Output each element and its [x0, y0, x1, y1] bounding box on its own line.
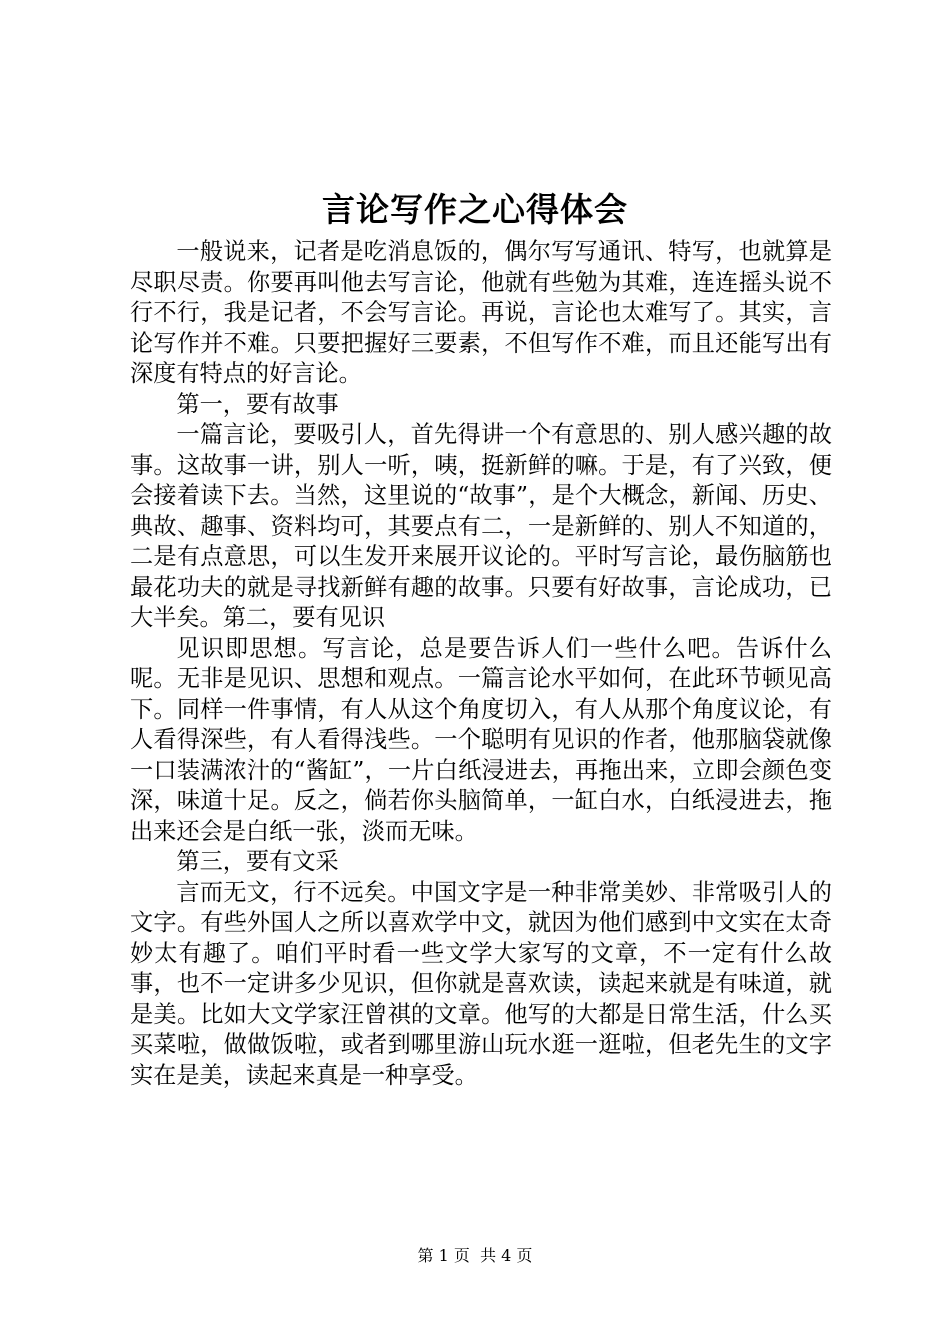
section-heading-style: 第三，要有文采 [176, 848, 339, 875]
document-title: 言论写作之心得体会 [322, 190, 628, 229]
paragraph-insight: 见识即思想。写言论，总是要告诉人们一些什么吧。告诉什么呢。无非是见识、思想和观点。一篇言论水平如何，在此环节顿见高下。同样一件事情，有人从这个角度切入，有人从那个角度议论，有人看得深些，有人看得浅些。一个聪明有见识的作者，他那脑袋就像一口装满浓汁的“酱缸”，一片白纸浸进去，再拖出来，立即会颜色变深，味道十足。反之，倘若你头脑简单，一缸白水，白纸浸进去，拖出来还会是白纸一张，淡而无味。 [130, 634, 832, 845]
paragraph-style: 言而无文，行不远矣。中国文字是一种非常美妙、非常吸引人的文字。有些外国人之所以喜欢学中文，就因为他们感到中文实在太奇妙太有趣了。咱们平时看一些文学大家写的文章，不一定有什么故事，也不一定讲多少见识，但你就是喜欢读，读起来就是有味道，就是美。比如大文学家汪曾祺的文章。他写的大都是日常生活，什么买买菜啦，做做饭啦，或者到哪里游山玩水逛一逛啦，但老先生的文字实在是美，读起来真是一种享受。 [130, 878, 832, 1089]
document-body [130, 237, 832, 1091]
section-heading-story: 第一，要有故事 [176, 390, 339, 418]
page-number-footer: 第 1 页 共 4 页 [417, 1246, 533, 1265]
paragraph-story: 一篇言论，要吸引人，首先得讲一个有意思的、别人感兴趣的故事。这故事一讲，别人一听，咦，挺新鲜的嘛。于是，有了兴致，便会接着读下去。当然，这里说的“故事”，是个大概念，新闻、历史、典故、趣事、资料均可，其要点有二，一是新鲜的、别人不知道的，二是有点意思，可以生发开来展开议论的。平时写言论，最伤脑筋也最花功夫的就是寻找新鲜有趣的故事。只要有好故事，言论成功，已大半矣。第二，要有见识 [130, 421, 832, 631]
paragraph-intro: 一般说来，记者是吃消息饭的，偶尔写写通讯、特写，也就算是尽职尽责。你要再叫他去写言论，他就有些勉为其难，连连摇头说不行不行，我是记者，不会写言论。再说，言论也太难写了。其实，言论写作并不难。只要把握好三要素，不但写作不难，而且还能写出有深度有特点的好言论。 [130, 238, 832, 387]
